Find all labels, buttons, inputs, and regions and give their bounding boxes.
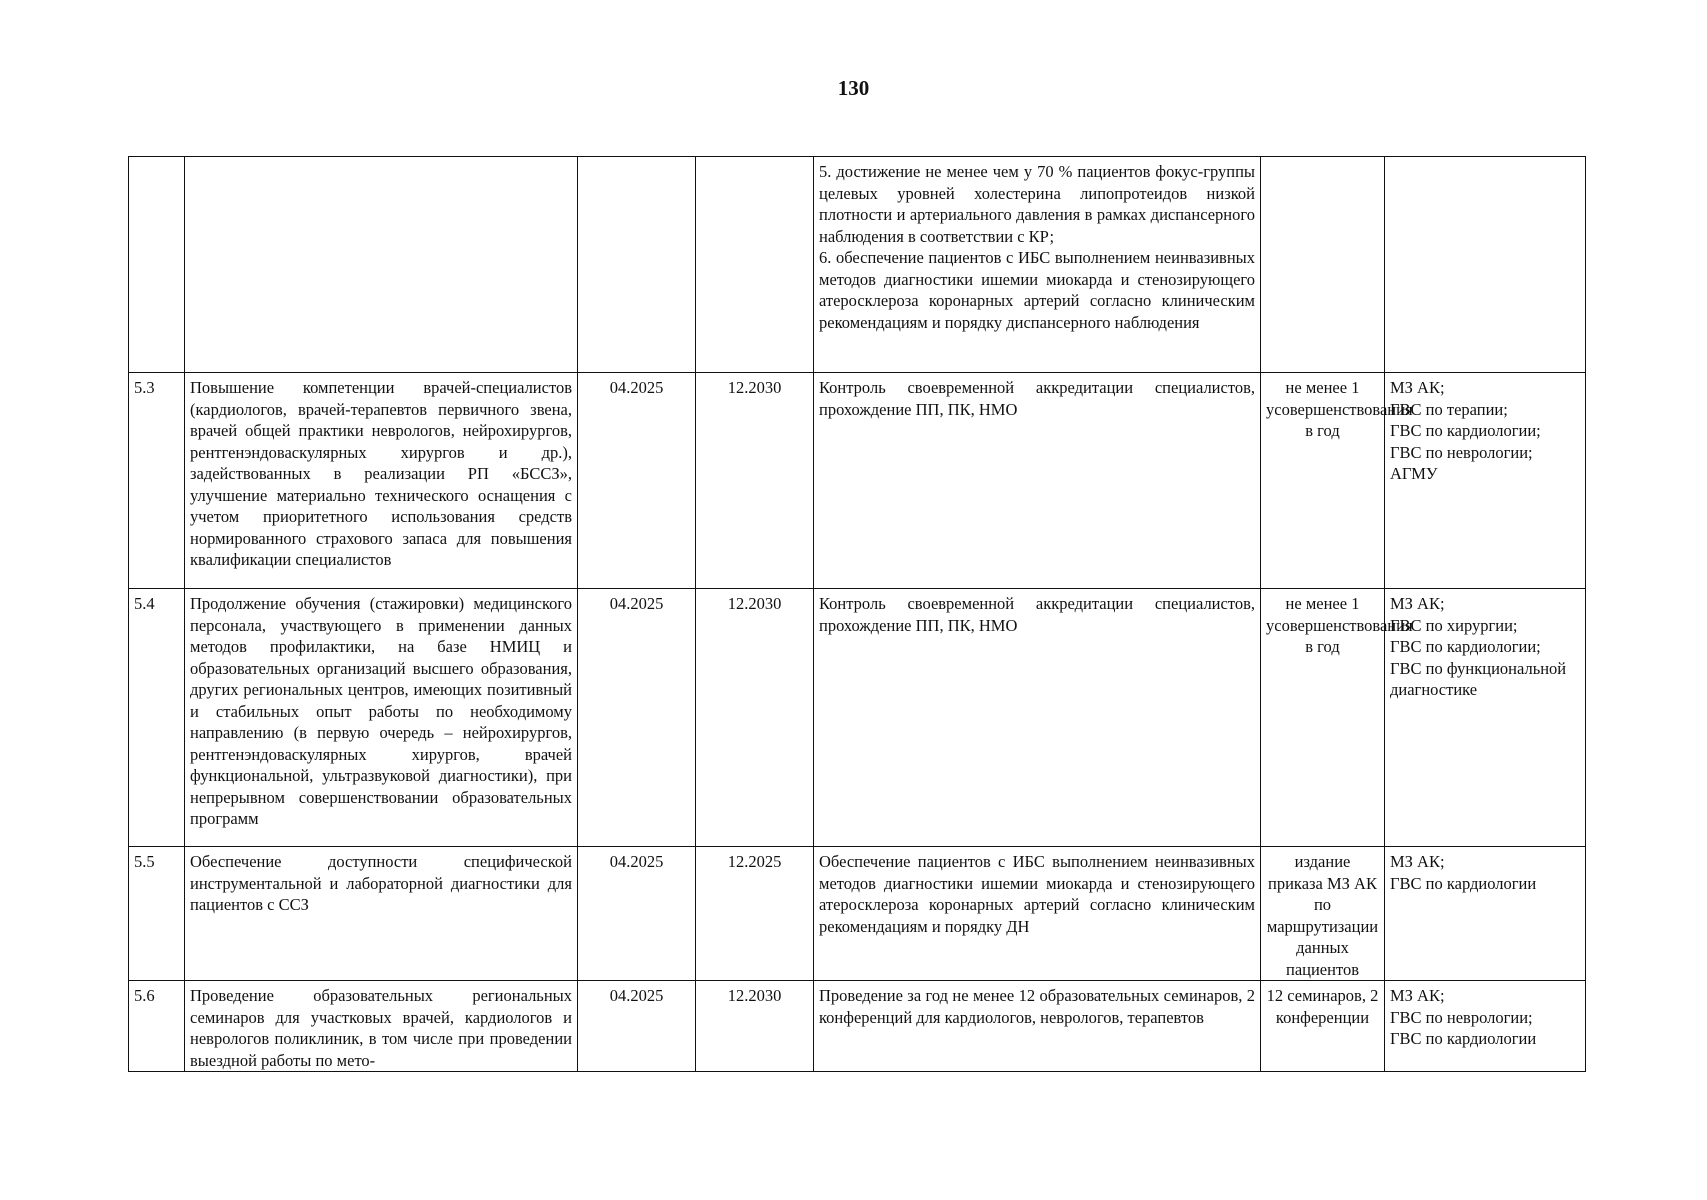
activity-cell: Повышение компетенции врачей-специалистов (кардиологов, врачей-терапевтов первичного звена, врачей общей практики неврологов, нейрохирургов, рентгенэндоваскулярных хирургов и др.), задействованных в реализации РП «БССЗ», улучшение материально технического оснащения с учетом приоритетного использования средств нормированного страхового запаса для повышения квалификации специалистов [185,373,578,589]
measures-table [128,156,1586,1072]
indicator-cell: не менее 1 усовершенствования в год [1261,589,1385,847]
row-number: 5.5 [129,847,185,981]
activity-cell: Продолжение обучения (стажировки) медицинского персонала, участвующего в применении данных методов профилактики, на базе НМИЦ и образовательных организаций высшего образования, других региональных центров, имеющих позитивный и стабильных опыт работы по необходимому направлению (в первую очередь – нейрохирургов, рентгенэндоваскулярных хирургов, врачей функциональной, ультразвуковой диагностики), при непрерывном совершенствовании образовательных программ [185,589,578,847]
result-cell [814,847,1261,981]
activity-cell: Обеспечение доступности специфической инструментальной и лабораторной диагностики для пациентов с ССЗ [185,847,578,981]
responsible-cell [1385,589,1586,847]
row-number: 5.6 [129,981,185,1072]
result-cell [814,373,1261,589]
responsible-item: ГВС по кардиологии; [1390,421,1541,440]
responsible-item: ГВС по неврологии; [1390,442,1533,462]
result-cell [814,981,1261,1072]
result-cell [814,157,1261,373]
indicator-cell: не менее 1 усовершенствования в год [1261,373,1385,589]
responsible-item: ГВС по кардиологии [1390,1029,1537,1048]
result-item: Контроль своевременной аккредитации специалистов, прохождение ПП, ПК, НМО [819,378,1255,419]
result-item: 5. достижение не менее чем у 70 % пациентов фокус-группы целевых уровней холестерина липопротеидов низкой плотности и артериального давления в рамках диспансерного наблюдения в соответствии с КР; [819,162,1255,246]
responsible-item: МЗ АК; [1390,986,1445,1005]
end-date-cell: 12.2030 [696,589,814,847]
responsible-item: ГВС по терапии; [1390,399,1508,419]
responsible-item: ГВС по функциональной диагностике [1390,658,1567,699]
start-date-cell: 04.2025 [578,589,696,847]
responsible-item: АГМУ [1390,464,1438,483]
page-number: 130 [837,76,870,100]
start-date-cell: 04.2025 [578,373,696,589]
responsible-item: ГВС по кардиологии [1390,873,1537,893]
row-number: 5.4 [129,589,185,847]
start-date-cell: 04.2025 [578,847,696,981]
responsible-item: ГВС по кардиологии; [1390,637,1541,656]
end-date-cell: 12.2030 [696,981,814,1072]
row-number: 5.3 [129,373,185,589]
end-date-cell: 12.2030 [696,373,814,589]
responsible-item: МЗ АК; [1390,594,1445,613]
responsible-cell [1385,847,1586,981]
responsible-item: МЗ АК; [1390,852,1445,871]
responsible-item: ГВС по неврологии; [1390,1007,1533,1027]
responsible-item: МЗ АК; [1390,378,1445,397]
table-row [129,981,1586,1072]
end-date-cell: 12.2025 [696,847,814,981]
activity-cell: Проведение образовательных региональных семинаров для участковых врачей, кардиологов и неврологов поликлиник, в том числе при проведении выездной работы по мето- [185,981,578,1072]
indicator-cell: издание приказа МЗ АК по маршрутизации данных пациентов [1261,847,1385,981]
row-number [129,157,185,373]
result-item: 6. обеспечение пациентов с ИБС выполнением неинвазивных методов диагностики ишемии миокарда и стенозирующего атеросклероза коронарных артерий согласно клиническим рекомендациям и порядку диспансерного наблюдения [819,248,1255,332]
table-row [129,373,1586,589]
indicator-cell: 12 семинаров, 2 конференции [1261,981,1385,1072]
responsible-cell [1385,373,1586,589]
indicator-cell [1261,157,1385,373]
table-row [129,157,1586,373]
result-item: Проведение за год не менее 12 образовательных семинаров, 2 конференций для кардиологов, неврологов, терапевтов [819,986,1255,1027]
activity-cell [185,157,578,373]
responsible-cell [1385,157,1586,373]
table-row [129,589,1586,847]
table-row [129,847,1586,981]
result-cell [814,589,1261,847]
responsible-cell [1385,981,1586,1072]
end-date-cell [696,157,814,373]
responsible-item: ГВС по хирургии; [1390,615,1518,635]
result-item: Обеспечение пациентов с ИБС выполнением неинвазивных методов диагностики ишемии миокарда и стенозирующего атеросклероза коронарных артерий согласно клиническим рекомендациям и порядку ДН [819,852,1255,936]
start-date-cell: 04.2025 [578,981,696,1072]
start-date-cell [578,157,696,373]
result-item: Контроль своевременной аккредитации специалистов, прохождение ПП, ПК, НМО [819,594,1255,635]
